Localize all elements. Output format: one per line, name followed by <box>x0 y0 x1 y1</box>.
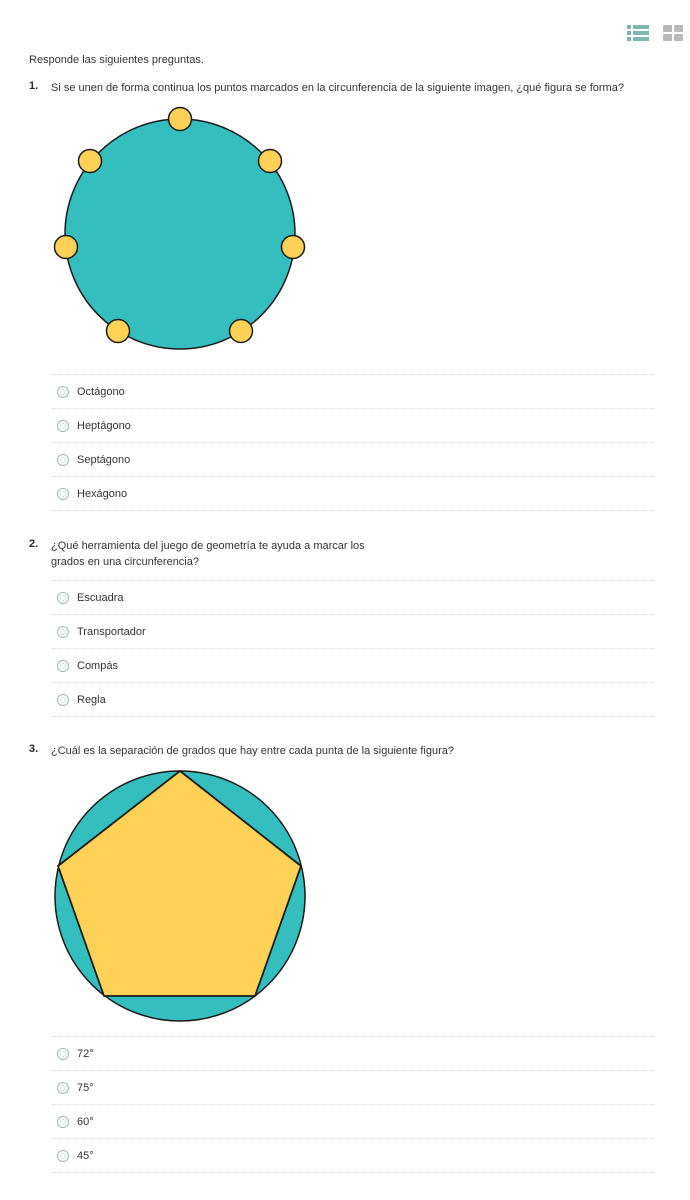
option-hexagono[interactable] <box>52 476 654 511</box>
option-septagono[interactable] <box>52 442 654 476</box>
option-compas[interactable] <box>52 648 654 682</box>
options-q3 <box>52 1036 654 1173</box>
option-60[interactable] <box>52 1104 654 1138</box>
question-text: ¿Cuál es la separación de grados que hay entre cada punta de la siguiente figura? <box>51 745 454 757</box>
option-label: 45° <box>77 1149 94 1162</box>
marked-point <box>79 150 102 173</box>
marked-point <box>259 150 282 173</box>
list-view-icon[interactable] <box>627 24 649 42</box>
option-label: Regla <box>77 693 106 706</box>
radio-button[interactable] <box>57 1082 69 1094</box>
marked-point <box>230 320 253 343</box>
marked-point <box>282 236 305 259</box>
option-label: 60° <box>77 1115 94 1128</box>
marked-point <box>107 320 130 343</box>
radio-button[interactable] <box>57 386 69 398</box>
radio-button[interactable] <box>57 660 69 672</box>
option-label: Transportador <box>77 625 146 638</box>
pentagon-in-circle-figure <box>50 766 310 1026</box>
option-escuadra[interactable] <box>52 580 654 614</box>
radio-button[interactable] <box>57 626 69 638</box>
option-label: 75° <box>77 1081 94 1094</box>
instructions: Responde las siguientes preguntas. <box>29 54 204 66</box>
question-text-line-1: ¿Qué herramienta del juego de geometría te ayuda a marcar los <box>51 540 365 552</box>
option-regla[interactable] <box>52 682 654 717</box>
radio-button[interactable] <box>57 454 69 466</box>
radio-button[interactable] <box>57 488 69 500</box>
option-label: Heptágono <box>77 419 131 432</box>
option-75[interactable] <box>52 1070 654 1104</box>
marked-point <box>169 108 192 131</box>
option-label: Septágono <box>77 453 131 466</box>
marked-point <box>55 236 78 259</box>
option-label: 72° <box>77 1047 94 1060</box>
options-q2 <box>52 580 654 717</box>
options-q1 <box>52 374 654 511</box>
option-transportador[interactable] <box>52 614 654 648</box>
question-number: 3. <box>29 743 39 755</box>
option-heptagono[interactable] <box>52 408 654 442</box>
option-label: Octágono <box>77 385 125 398</box>
grid-view-icon[interactable] <box>663 24 685 42</box>
question-text-line-2: grados en una circunferencia? <box>51 556 199 568</box>
question-text: Si se unen de forma continua los puntos marcados en la circunferencia de la siguiente imagen, ¿qué figura se forma? <box>51 82 624 94</box>
view-toggle <box>627 24 685 42</box>
question-number: 2. <box>29 538 39 550</box>
option-label: Escuadra <box>77 591 124 604</box>
option-label: Hexágono <box>77 487 128 500</box>
radio-button[interactable] <box>57 420 69 432</box>
radio-button[interactable] <box>57 592 69 604</box>
radio-button[interactable] <box>57 1048 69 1060</box>
radio-button[interactable] <box>57 1150 69 1162</box>
option-octagono[interactable] <box>52 374 654 408</box>
option-45[interactable] <box>52 1138 654 1173</box>
question-number: 1. <box>29 80 39 92</box>
option-72[interactable] <box>52 1036 654 1070</box>
radio-button[interactable] <box>57 694 69 706</box>
circle-points-figure <box>48 104 314 354</box>
radio-button[interactable] <box>57 1116 69 1128</box>
option-label: Compás <box>77 659 118 672</box>
